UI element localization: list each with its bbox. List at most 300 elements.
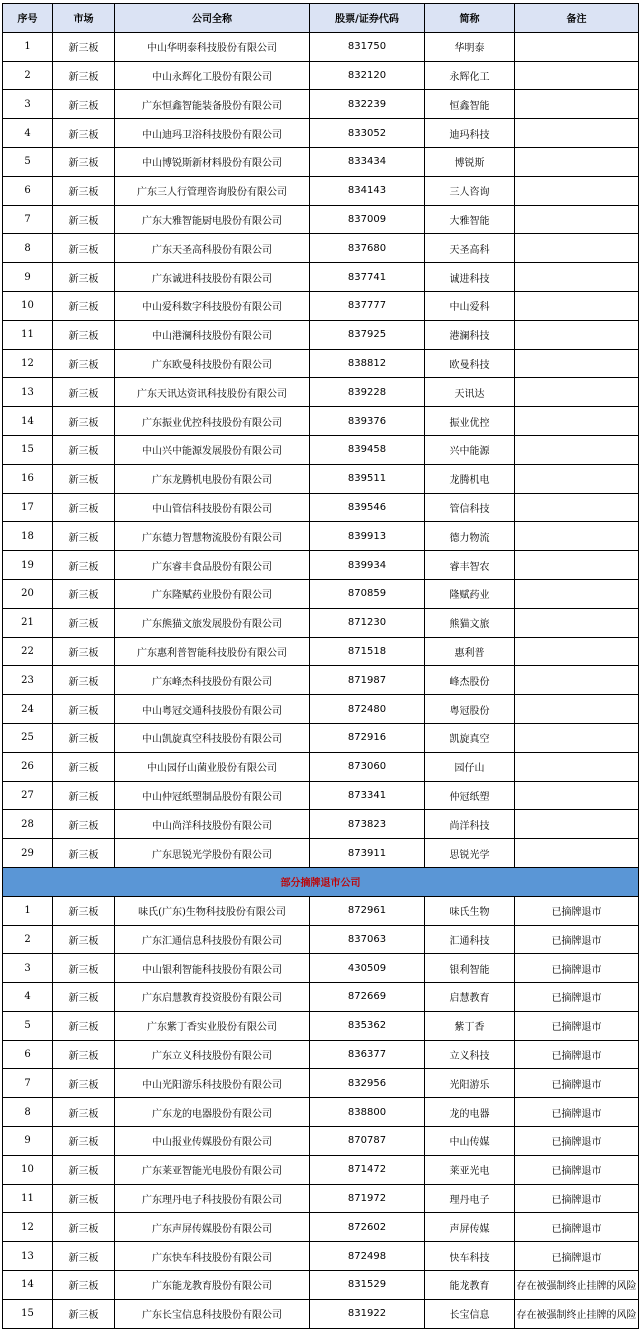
table-row [3, 839, 639, 868]
cell-stock-code: 871472 [310, 1155, 425, 1184]
cell-short-name: 快车科技 [425, 1242, 515, 1271]
cell-notes [515, 90, 639, 119]
cell-index: 8 [3, 234, 53, 263]
cell-stock-code: 833434 [310, 147, 425, 176]
cell-short-name: 尚洋科技 [425, 810, 515, 839]
table-row [3, 61, 639, 90]
cell-short-name: 港澜科技 [425, 320, 515, 349]
cell-stock-code: 839511 [310, 464, 425, 493]
cell-market: 新三板 [53, 1127, 115, 1156]
cell-stock-code: 837777 [310, 291, 425, 320]
cell-index: 5 [3, 147, 53, 176]
cell-short-name: 凯旋真空 [425, 723, 515, 752]
table-row [3, 205, 639, 234]
cell-index: 6 [3, 1040, 53, 1069]
table-row [3, 810, 639, 839]
cell-short-name: 龙腾机电 [425, 464, 515, 493]
cell-stock-code: 839546 [310, 493, 425, 522]
cell-company-name: 广东天讯达资讯科技股份有限公司 [115, 378, 310, 407]
cell-short-name: 睿丰智农 [425, 551, 515, 580]
cell-company-name: 中山兴中能源发展股份有限公司 [115, 435, 310, 464]
cell-notes: 已摘牌退市 [515, 983, 639, 1012]
cell-company-name: 味氏(广东)生物科技股份有限公司 [115, 896, 310, 925]
cell-index: 2 [3, 61, 53, 90]
table-row [3, 551, 639, 580]
cell-market: 新三板 [53, 1242, 115, 1271]
table-row [3, 1184, 639, 1213]
cell-market: 新三板 [53, 1011, 115, 1040]
cell-notes: 已摘牌退市 [515, 1155, 639, 1184]
cell-index: 12 [3, 1213, 53, 1242]
cell-market: 新三板 [53, 349, 115, 378]
cell-company-name: 中山永辉化工股份有限公司 [115, 61, 310, 90]
table-row [3, 723, 639, 752]
table-row [3, 752, 639, 781]
cell-company-name: 中山华明泰科技股份有限公司 [115, 32, 310, 61]
cell-market: 新三板 [53, 579, 115, 608]
cell-index: 25 [3, 723, 53, 752]
table-row [3, 291, 639, 320]
cell-market: 新三板 [53, 1155, 115, 1184]
cell-short-name: 诚进科技 [425, 263, 515, 292]
cell-stock-code: 872961 [310, 896, 425, 925]
cell-market: 新三板 [53, 1040, 115, 1069]
cell-market: 新三板 [53, 983, 115, 1012]
cell-short-name: 熊猫文旅 [425, 608, 515, 637]
cell-notes [515, 464, 639, 493]
cell-company-name: 广东理丹电子科技股份有限公司 [115, 1184, 310, 1213]
cell-index: 5 [3, 1011, 53, 1040]
cell-notes [515, 781, 639, 810]
cell-stock-code: 832956 [310, 1069, 425, 1098]
cell-market: 新三板 [53, 723, 115, 752]
table-row [3, 349, 639, 378]
cell-index: 9 [3, 1127, 53, 1156]
table-row [3, 378, 639, 407]
cell-short-name: 大雅智能 [425, 205, 515, 234]
cell-market: 新三板 [53, 435, 115, 464]
cell-short-name: 立义科技 [425, 1040, 515, 1069]
cell-short-name: 启慧教育 [425, 983, 515, 1012]
cell-notes [515, 579, 639, 608]
cell-company-name: 中山粤冠交通科技股份有限公司 [115, 695, 310, 724]
cell-market: 新三板 [53, 522, 115, 551]
cell-short-name: 华明泰 [425, 32, 515, 61]
cell-short-name: 中山爱科 [425, 291, 515, 320]
cell-stock-code: 837063 [310, 925, 425, 954]
cell-stock-code: 836377 [310, 1040, 425, 1069]
cell-stock-code: 838800 [310, 1098, 425, 1127]
cell-stock-code: 870859 [310, 579, 425, 608]
cell-index: 1 [3, 32, 53, 61]
cell-index: 12 [3, 349, 53, 378]
section-divider [3, 867, 639, 896]
cell-short-name: 隆赋药业 [425, 579, 515, 608]
cell-market: 新三板 [53, 1069, 115, 1098]
cell-stock-code: 835362 [310, 1011, 425, 1040]
cell-short-name: 兴中能源 [425, 435, 515, 464]
cell-market: 新三板 [53, 234, 115, 263]
cell-notes: 已摘牌退市 [515, 1184, 639, 1213]
table-row [3, 464, 639, 493]
cell-market: 新三板 [53, 637, 115, 666]
cell-index: 14 [3, 407, 53, 436]
cell-stock-code: 831529 [310, 1271, 425, 1300]
cell-short-name: 天讯达 [425, 378, 515, 407]
cell-index: 3 [3, 90, 53, 119]
cell-market: 新三板 [53, 925, 115, 954]
cell-notes [515, 378, 639, 407]
table-row [3, 695, 639, 724]
cell-stock-code: 872480 [310, 695, 425, 724]
section-header-row [3, 867, 639, 896]
cell-short-name: 光阳游乐 [425, 1069, 515, 1098]
cell-short-name: 峰杰股份 [425, 666, 515, 695]
table-row [3, 1098, 639, 1127]
cell-notes: 已摘牌退市 [515, 1069, 639, 1098]
cell-market: 新三板 [53, 320, 115, 349]
cell-index: 4 [3, 119, 53, 148]
cell-company-name: 中山银利智能科技股份有限公司 [115, 954, 310, 983]
table-row [3, 896, 639, 925]
cell-short-name: 仲冠纸塑 [425, 781, 515, 810]
cell-index: 17 [3, 493, 53, 522]
cell-company-name: 中山港澜科技股份有限公司 [115, 320, 310, 349]
cell-market: 新三板 [53, 1184, 115, 1213]
cell-stock-code: 839376 [310, 407, 425, 436]
cell-market: 新三板 [53, 752, 115, 781]
cell-stock-code: 833052 [310, 119, 425, 148]
cell-company-name: 广东峰杰科技股份有限公司 [115, 666, 310, 695]
cell-index: 18 [3, 522, 53, 551]
cell-stock-code: 837680 [310, 234, 425, 263]
cell-index: 23 [3, 666, 53, 695]
cell-notes: 已摘牌退市 [515, 925, 639, 954]
cell-index: 6 [3, 176, 53, 205]
table-row [3, 234, 639, 263]
cell-company-name: 广东隆赋药业股份有限公司 [115, 579, 310, 608]
cell-stock-code: 839934 [310, 551, 425, 580]
table-row [3, 983, 639, 1012]
cell-market: 新三板 [53, 954, 115, 983]
cell-notes [515, 147, 639, 176]
cell-company-name: 广东莱亚智能光电股份有限公司 [115, 1155, 310, 1184]
cell-company-name: 广东诚进科技股份有限公司 [115, 263, 310, 292]
cell-stock-code: 871972 [310, 1184, 425, 1213]
cell-stock-code: 831922 [310, 1299, 425, 1328]
cell-index: 15 [3, 435, 53, 464]
table-row [3, 263, 639, 292]
cell-short-name: 银利智能 [425, 954, 515, 983]
cell-stock-code: 838812 [310, 349, 425, 378]
cell-market: 新三板 [53, 407, 115, 436]
cell-notes [515, 493, 639, 522]
cell-company-name: 广东思锐光学股份有限公司 [115, 839, 310, 868]
table-row [3, 1299, 639, 1328]
cell-short-name: 长宝信息 [425, 1299, 515, 1328]
table-row [3, 1011, 639, 1040]
cell-market: 新三板 [53, 839, 115, 868]
section-title: 部分摘牌退市公司 [3, 867, 639, 896]
cell-market: 新三板 [53, 176, 115, 205]
cell-notes: 已摘牌退市 [515, 954, 639, 983]
cell-stock-code: 870787 [310, 1127, 425, 1156]
cell-notes: 已摘牌退市 [515, 1242, 639, 1271]
header-notes: 备注 [515, 4, 639, 33]
table-row [3, 1242, 639, 1271]
cell-index: 8 [3, 1098, 53, 1127]
cell-index: 13 [3, 378, 53, 407]
table-row [3, 666, 639, 695]
table-row [3, 119, 639, 148]
delisted-companies [3, 896, 639, 1328]
cell-stock-code: 834143 [310, 176, 425, 205]
cell-stock-code: 839458 [310, 435, 425, 464]
cell-short-name: 博锐斯 [425, 147, 515, 176]
cell-market: 新三板 [53, 781, 115, 810]
cell-short-name: 迪玛科技 [425, 119, 515, 148]
cell-notes [515, 637, 639, 666]
cell-short-name: 汇通科技 [425, 925, 515, 954]
cell-short-name: 味氏生物 [425, 896, 515, 925]
cell-stock-code: 871518 [310, 637, 425, 666]
cell-notes: 已摘牌退市 [515, 1098, 639, 1127]
cell-notes [515, 119, 639, 148]
table-row [3, 1213, 639, 1242]
cell-company-name: 广东欧曼科技股份有限公司 [115, 349, 310, 378]
cell-short-name: 德力物流 [425, 522, 515, 551]
cell-company-name: 广东龙腾机电股份有限公司 [115, 464, 310, 493]
cell-notes [515, 810, 639, 839]
cell-company-name: 广东恒鑫智能装备股份有限公司 [115, 90, 310, 119]
cell-market: 新三板 [53, 1098, 115, 1127]
cell-company-name: 广东德力智慧物流股份有限公司 [115, 522, 310, 551]
cell-index: 28 [3, 810, 53, 839]
cell-index: 7 [3, 1069, 53, 1098]
cell-index: 3 [3, 954, 53, 983]
cell-company-name: 广东龙的电器股份有限公司 [115, 1098, 310, 1127]
cell-notes: 存在被强制终止挂牌的风险 [515, 1271, 639, 1300]
table-row [3, 1069, 639, 1098]
cell-company-name: 广东睿丰食品股份有限公司 [115, 551, 310, 580]
table-row [3, 1271, 639, 1300]
cell-short-name: 紫丁香 [425, 1011, 515, 1040]
cell-market: 新三板 [53, 1299, 115, 1328]
cell-market: 新三板 [53, 608, 115, 637]
cell-short-name: 声屏传媒 [425, 1213, 515, 1242]
header-market: 市场 [53, 4, 115, 33]
cell-market: 新三板 [53, 896, 115, 925]
cell-market: 新三板 [53, 32, 115, 61]
table-row [3, 522, 639, 551]
cell-notes: 已摘牌退市 [515, 1011, 639, 1040]
cell-market: 新三板 [53, 291, 115, 320]
cell-stock-code: 872602 [310, 1213, 425, 1242]
cell-company-name: 广东汇通信息科技股份有限公司 [115, 925, 310, 954]
cell-market: 新三板 [53, 666, 115, 695]
cell-notes [515, 551, 639, 580]
header-stock-code: 股票/证券代码 [310, 4, 425, 33]
cell-notes [515, 839, 639, 868]
cell-stock-code: 872916 [310, 723, 425, 752]
cell-notes [515, 61, 639, 90]
cell-index: 10 [3, 291, 53, 320]
cell-index: 15 [3, 1299, 53, 1328]
cell-notes: 已摘牌退市 [515, 1213, 639, 1242]
cell-notes [515, 320, 639, 349]
cell-company-name: 广东声屏传媒股份有限公司 [115, 1213, 310, 1242]
cell-company-name: 广东惠利普智能科技股份有限公司 [115, 637, 310, 666]
header-index: 序号 [3, 4, 53, 33]
cell-notes: 存在被强制终止挂牌的风险 [515, 1299, 639, 1328]
table-row [3, 176, 639, 205]
cell-notes [515, 608, 639, 637]
cell-company-name: 广东启慧教育投资股份有限公司 [115, 983, 310, 1012]
cell-notes [515, 407, 639, 436]
cell-index: 26 [3, 752, 53, 781]
cell-stock-code: 873341 [310, 781, 425, 810]
cell-market: 新三板 [53, 147, 115, 176]
cell-notes: 已摘牌退市 [515, 1127, 639, 1156]
cell-notes [515, 349, 639, 378]
table-row [3, 1040, 639, 1069]
table-row [3, 579, 639, 608]
cell-short-name: 欧曼科技 [425, 349, 515, 378]
table-row [3, 493, 639, 522]
cell-stock-code: 873823 [310, 810, 425, 839]
cell-company-name: 广东振业优控科技股份有限公司 [115, 407, 310, 436]
cell-index: 19 [3, 551, 53, 580]
table-row [3, 1127, 639, 1156]
cell-index: 9 [3, 263, 53, 292]
cell-notes [515, 291, 639, 320]
cell-market: 新三板 [53, 551, 115, 580]
table-row [3, 925, 639, 954]
cell-company-name: 中山光阳游乐科技股份有限公司 [115, 1069, 310, 1098]
cell-short-name: 中山传媒 [425, 1127, 515, 1156]
cell-stock-code: 873911 [310, 839, 425, 868]
company-table [2, 3, 639, 1329]
header-company-name: 公司全称 [115, 4, 310, 33]
cell-company-name: 广东立义科技股份有限公司 [115, 1040, 310, 1069]
cell-stock-code: 873060 [310, 752, 425, 781]
cell-company-name: 广东熊猫文旅发展股份有限公司 [115, 608, 310, 637]
cell-index: 11 [3, 320, 53, 349]
cell-short-name: 莱亚光电 [425, 1155, 515, 1184]
table-row [3, 320, 639, 349]
cell-stock-code: 872669 [310, 983, 425, 1012]
cell-notes [515, 666, 639, 695]
cell-market: 新三板 [53, 464, 115, 493]
table-row [3, 954, 639, 983]
cell-notes [515, 176, 639, 205]
cell-notes [515, 695, 639, 724]
cell-notes [515, 263, 639, 292]
cell-notes: 已摘牌退市 [515, 1040, 639, 1069]
cell-short-name: 惠利普 [425, 637, 515, 666]
cell-index: 29 [3, 839, 53, 868]
cell-short-name: 园仔山 [425, 752, 515, 781]
cell-short-name: 管信科技 [425, 493, 515, 522]
cell-notes [515, 234, 639, 263]
cell-stock-code: 837925 [310, 320, 425, 349]
table-row [3, 147, 639, 176]
cell-market: 新三板 [53, 263, 115, 292]
cell-company-name: 中山尚洋科技股份有限公司 [115, 810, 310, 839]
cell-index: 14 [3, 1271, 53, 1300]
cell-stock-code: 430509 [310, 954, 425, 983]
cell-company-name: 广东紫丁香实业股份有限公司 [115, 1011, 310, 1040]
cell-index: 4 [3, 983, 53, 1012]
cell-short-name: 恒鑫智能 [425, 90, 515, 119]
cell-notes [515, 723, 639, 752]
cell-short-name: 振业优控 [425, 407, 515, 436]
cell-notes [515, 32, 639, 61]
cell-company-name: 广东大雅智能厨电股份有限公司 [115, 205, 310, 234]
cell-notes [515, 522, 639, 551]
table-row [3, 637, 639, 666]
cell-index: 10 [3, 1155, 53, 1184]
table-row [3, 781, 639, 810]
cell-index: 24 [3, 695, 53, 724]
cell-market: 新三板 [53, 90, 115, 119]
cell-market: 新三板 [53, 1213, 115, 1242]
cell-market: 新三板 [53, 205, 115, 234]
cell-notes [515, 752, 639, 781]
cell-market: 新三板 [53, 810, 115, 839]
cell-market: 新三板 [53, 493, 115, 522]
table-row [3, 608, 639, 637]
header-short-name: 简称 [425, 4, 515, 33]
cell-index: 21 [3, 608, 53, 637]
cell-stock-code: 837009 [310, 205, 425, 234]
table-row [3, 1155, 639, 1184]
cell-stock-code: 831750 [310, 32, 425, 61]
cell-index: 16 [3, 464, 53, 493]
cell-index: 13 [3, 1242, 53, 1271]
cell-stock-code: 871230 [310, 608, 425, 637]
table-row [3, 32, 639, 61]
cell-company-name: 广东长宝信息科技股份有限公司 [115, 1299, 310, 1328]
cell-short-name: 龙的电器 [425, 1098, 515, 1127]
cell-short-name: 思锐光学 [425, 839, 515, 868]
cell-stock-code: 837741 [310, 263, 425, 292]
cell-notes [515, 205, 639, 234]
cell-short-name: 理丹电子 [425, 1184, 515, 1213]
cell-index: 20 [3, 579, 53, 608]
cell-company-name: 中山园仔山菌业股份有限公司 [115, 752, 310, 781]
table-row [3, 90, 639, 119]
cell-company-name: 中山凯旋真空科技股份有限公司 [115, 723, 310, 752]
cell-company-name: 中山迪玛卫浴科技股份有限公司 [115, 119, 310, 148]
cell-company-name: 中山管信科技股份有限公司 [115, 493, 310, 522]
cell-short-name: 永辉化工 [425, 61, 515, 90]
cell-index: 11 [3, 1184, 53, 1213]
cell-company-name: 广东快车科技股份有限公司 [115, 1242, 310, 1271]
cell-company-name: 广东三人行管理咨询股份有限公司 [115, 176, 310, 205]
cell-company-name: 中山报业传媒股份有限公司 [115, 1127, 310, 1156]
listed-companies [3, 32, 639, 867]
cell-short-name: 天圣高科 [425, 234, 515, 263]
cell-stock-code: 872498 [310, 1242, 425, 1271]
cell-short-name: 粤冠股份 [425, 695, 515, 724]
cell-market: 新三板 [53, 695, 115, 724]
cell-company-name: 广东天圣高科股份有限公司 [115, 234, 310, 263]
cell-market: 新三板 [53, 1271, 115, 1300]
cell-market: 新三板 [53, 378, 115, 407]
cell-short-name: 能龙教育 [425, 1271, 515, 1300]
cell-stock-code: 839228 [310, 378, 425, 407]
